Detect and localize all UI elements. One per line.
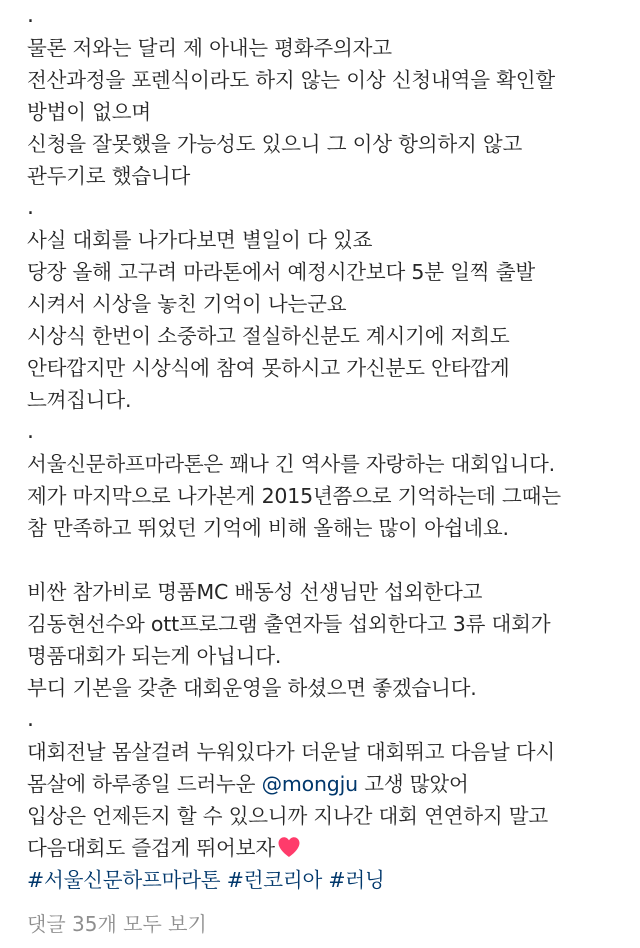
caption-line: 입상은 언제든지 할 수 있으니까 지나간 대회 연연하지 말고 — [27, 804, 549, 828]
view-all-comments-link[interactable]: 댓글 35개 모두 보기 — [27, 912, 207, 936]
caption-line: 시상식 한번이 소중하고 절실하신분도 계시기에 저희도 — [27, 324, 510, 348]
caption-line: 김동현선수와 ott프로그램 출연자들 섭외한다고 3류 대회가 — [27, 612, 551, 636]
caption-line: 부디 기본을 갖춘 대회운영을 하셨으면 좋겠습니다. — [27, 676, 477, 700]
caption-line: 사실 대회를 나가다보면 별일이 다 있죠 — [27, 228, 373, 252]
caption-line: 전산과정을 포렌식이라도 하지 않는 이상 신청내역을 확인할 — [27, 68, 555, 92]
caption-line: 느껴집니다. — [27, 388, 132, 412]
user-mention-link[interactable]: @mongju — [261, 772, 358, 796]
caption-blank-line — [27, 544, 627, 576]
caption-line: 방법이 없으며 — [27, 100, 151, 124]
hashtag-links[interactable]: #서울신문하프마라톤 #런코리아 #러닝 — [27, 868, 385, 892]
mention-line-before: 몸살에 하루종일 드러누운 — [27, 772, 262, 796]
caption-line: . — [27, 195, 34, 220]
post-caption — [27, 0, 627, 896]
heart-emoji-icon — [277, 835, 301, 857]
caption-line: 시켜서 시상을 놓친 기억이 나는군요 — [27, 292, 347, 316]
caption-line: 안타깝지만 시상식에 참여 못하시고 가신분도 안타깝게 — [27, 356, 510, 380]
caption-line: 비싼 참가비로 명품MC 배동성 선생님만 섭외한다고 — [27, 580, 483, 604]
caption-line: 명품대회가 되는게 아닙니다. — [27, 644, 282, 668]
caption-line: . — [27, 3, 34, 28]
caption-line: . — [27, 707, 34, 732]
caption-line: 대회전날 몸살걸려 누워있다가 더운날 대회뛰고 다음날 다시 — [27, 740, 555, 764]
caption-line: 신청을 잘못했을 가능성도 있으니 그 이상 항의하지 않고 — [27, 132, 523, 156]
caption-line: 참 만족하고 뛰었던 기억에 비해 올해는 많이 아쉽네요. — [27, 516, 509, 540]
caption-line: 관두기로 했습니다 — [27, 164, 191, 188]
caption-line: 제가 마지막으로 나가본게 2015년쯤으로 기억하는데 그때는 — [27, 484, 561, 508]
heart-line-text: 다음대회도 즐겁게 뛰어보자 — [27, 836, 275, 860]
caption-line: . — [27, 419, 34, 444]
caption-heart-line — [27, 832, 627, 864]
caption-line: 당장 올해 고구려 마라톤에서 예정시간보다 5분 일찍 출발 — [27, 260, 535, 284]
caption-mention-line — [27, 768, 627, 800]
caption-line: 물론 저와는 달리 제 아내는 평화주의자고 — [27, 36, 392, 60]
caption-line: 서울신문하프마라톤은 꽤나 긴 역사를 자랑하는 대회입니다. — [27, 452, 555, 476]
mention-line-after: 고생 많았어 — [357, 772, 469, 796]
